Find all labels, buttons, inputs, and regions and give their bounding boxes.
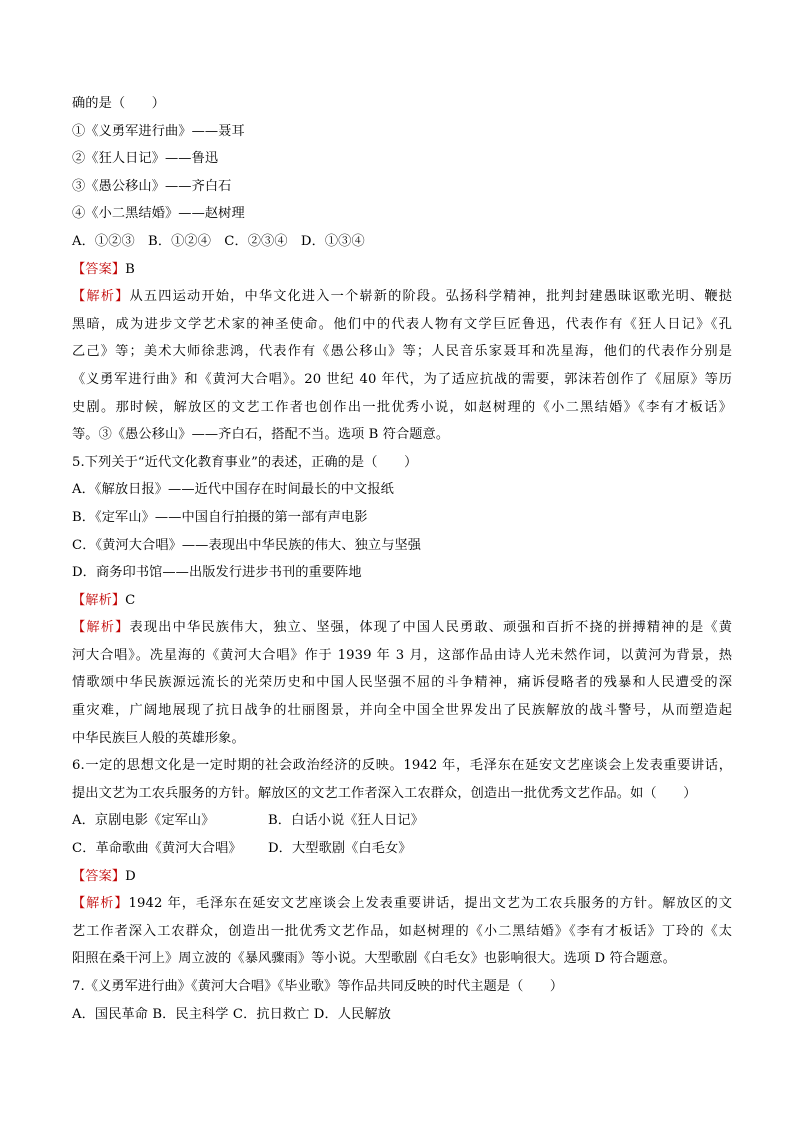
q4-analysis-line-6: 等。③《愚公移山》——齐白石，搭配不当。选项 B 符合题意。 <box>72 427 450 443</box>
q7-options: A．国民革命 B．民主科学 C．抗日救亡 D．人民解放 <box>72 1006 391 1022</box>
q6-stem-line-2: 提出文艺为工农兵服务的方针。解放区的文艺工作者深入工农群众，创造出一批优秀文艺作品。如（ ） <box>72 785 697 801</box>
q6-answer-value: D <box>125 868 136 884</box>
q4-analysis-line-1 <box>72 283 732 311</box>
q5-option-d: D．商务印书馆——出版发行进步书刊的重要阵地 <box>72 565 362 581</box>
q5-option-c: C．《黄河大合唱》——表现出中华民族的伟大、独立与坚强 <box>72 537 422 553</box>
answer-tag: 【答案】 <box>72 868 126 884</box>
q4-answer <box>72 256 732 284</box>
q4-item-2: ②《狂人日记》——鲁迅 <box>72 151 219 167</box>
q6-options-row-2 <box>72 835 732 863</box>
q4-analysis-line-4: 《义勇军进行曲》和《黄河大合唱》。20 世纪 40 年代，为了适应抗战的需要，郭沫若创作了《屈原》等历 <box>72 371 732 387</box>
q5-analysis-line-3: 情歌颂中华民族源远流长的光荣历史和中国人民坚强不屈的斗争精神，痛诉侵略者的残暴和人民遭受的深 <box>72 675 732 691</box>
q4-analysis-line-3: 乙己》等；美术大师徐悲鸿，代表作有《愚公移山》等；人民音乐家聂耳和冼星海，他们的代表作分别是 <box>72 344 732 360</box>
q6-answer <box>72 863 732 891</box>
document-page <box>72 90 732 1028</box>
q5-stem: 5.下列关于“近代文化教育事业”的表述，正确的是（ ） <box>72 454 418 470</box>
q4-item-4: ④《小二黑结婚》——赵树理 <box>72 206 245 222</box>
q5-analysis-line-5: 中华民族巨人般的英雄形象。 <box>72 730 245 746</box>
answer-tag: 【答案】 <box>72 261 126 277</box>
q4-options: A．①②③ B．①②④ C．②③④ D．①③④ <box>72 233 365 249</box>
q6-option-d: D．大型歌剧《白毛女》 <box>268 841 412 857</box>
q4-analysis-text-1: 从五四运动开始，中华文化进入一个崭新的阶段。弘扬科学精神，批判封建愚昧讴歌光明、鞭挞 <box>129 289 732 305</box>
q6-analysis-line-1 <box>72 890 732 918</box>
q4-item-3: ③《愚公移山》——齐白石 <box>72 178 232 194</box>
q6-option-b: B．白话小说《狂人日记》 <box>268 813 424 829</box>
q6-analysis-line-2: 艺工作者深入工农群众，创造出一批优秀文艺作品，如赵树理的《小二黑结婚》《李有才板话》丁玲的《太 <box>72 923 732 939</box>
analysis-tag: 【解析】 <box>72 620 130 636</box>
analysis-tag: 【解析】 <box>72 289 130 305</box>
q5-option-b: B．《定军山》——中国自行拍摄的第一部有声电影 <box>72 509 368 525</box>
q4-stem-tail: 确的是（ ） <box>72 96 166 111</box>
q6-analysis-line-3: 阳照在桑干河上》周立波的《暴风骤雨》等小说。大型歌剧《白毛女》也影响很大。选项 D 符合题意。 <box>72 951 676 967</box>
analysis-tag: 【解析】 <box>72 592 126 608</box>
q6-analysis-text-1: 1942 年，毛泽东在延安文艺座谈会上发表重要讲话，提出文艺为工农兵服务的方针。解放区的文 <box>128 896 733 912</box>
analysis-tag: 【解析】 <box>72 896 129 912</box>
q4-item-1: ①《义勇军进行曲》——聂耳 <box>72 123 245 139</box>
q5-analysis-inline: C <box>125 592 136 608</box>
q4-analysis-line-5: 史剧。那时候，解放区的文艺工作者也创作出一批优秀小说，如赵树理的《小二黑结婚》《李有才板话》 <box>72 399 732 415</box>
q5-analysis-text-1: 表现出中华民族伟大，独立、坚强，体现了中国人民勇敢、顽强和百折不挠的拼搏精神的是《黄 <box>129 620 732 636</box>
q6-stem-line-1: 6.一定的思想文化是一定时期的社会政治经济的反映。1942 年，毛泽东在延安文艺座谈会上发表重要讲话， <box>72 758 732 774</box>
q7-stem: 7.《义勇军进行曲》《黄河大合唱》《毕业歌》等作品共同反映的时代主题是（ ） <box>72 979 564 994</box>
q5-analysis-line-4: 重灾难，广阔地展现了抗日战争的壮丽图景，并向全中国全世界发出了民族解放的战斗警号，从而塑造起 <box>72 703 732 719</box>
q6-option-a: A．京剧电影《定军山》 <box>72 813 215 829</box>
q5-option-a: A．《解放日报》——近代中国存在时间最长的中文报纸 <box>72 482 394 498</box>
q4-analysis-line-2: 黑暗，成为进步文学艺术家的神圣使命。他们中的代表人物有文学巨匠鲁迅，代表作有《狂人日记》《孔 <box>72 316 732 332</box>
q4-answer-value: B <box>125 261 135 277</box>
q6-options-row-1 <box>72 807 732 835</box>
q5-analysis-line-2: 河大合唱》。冼星海的《黄河大合唱》作于 1939 年 3 月，这部作品由诗人光未然作词，以黄河为背景，热 <box>72 647 732 663</box>
q5-analysis-head <box>72 587 732 615</box>
q5-analysis-line-1 <box>72 614 732 642</box>
q6-option-c: C．革命歌曲《黄河大合唱》 <box>72 841 242 857</box>
